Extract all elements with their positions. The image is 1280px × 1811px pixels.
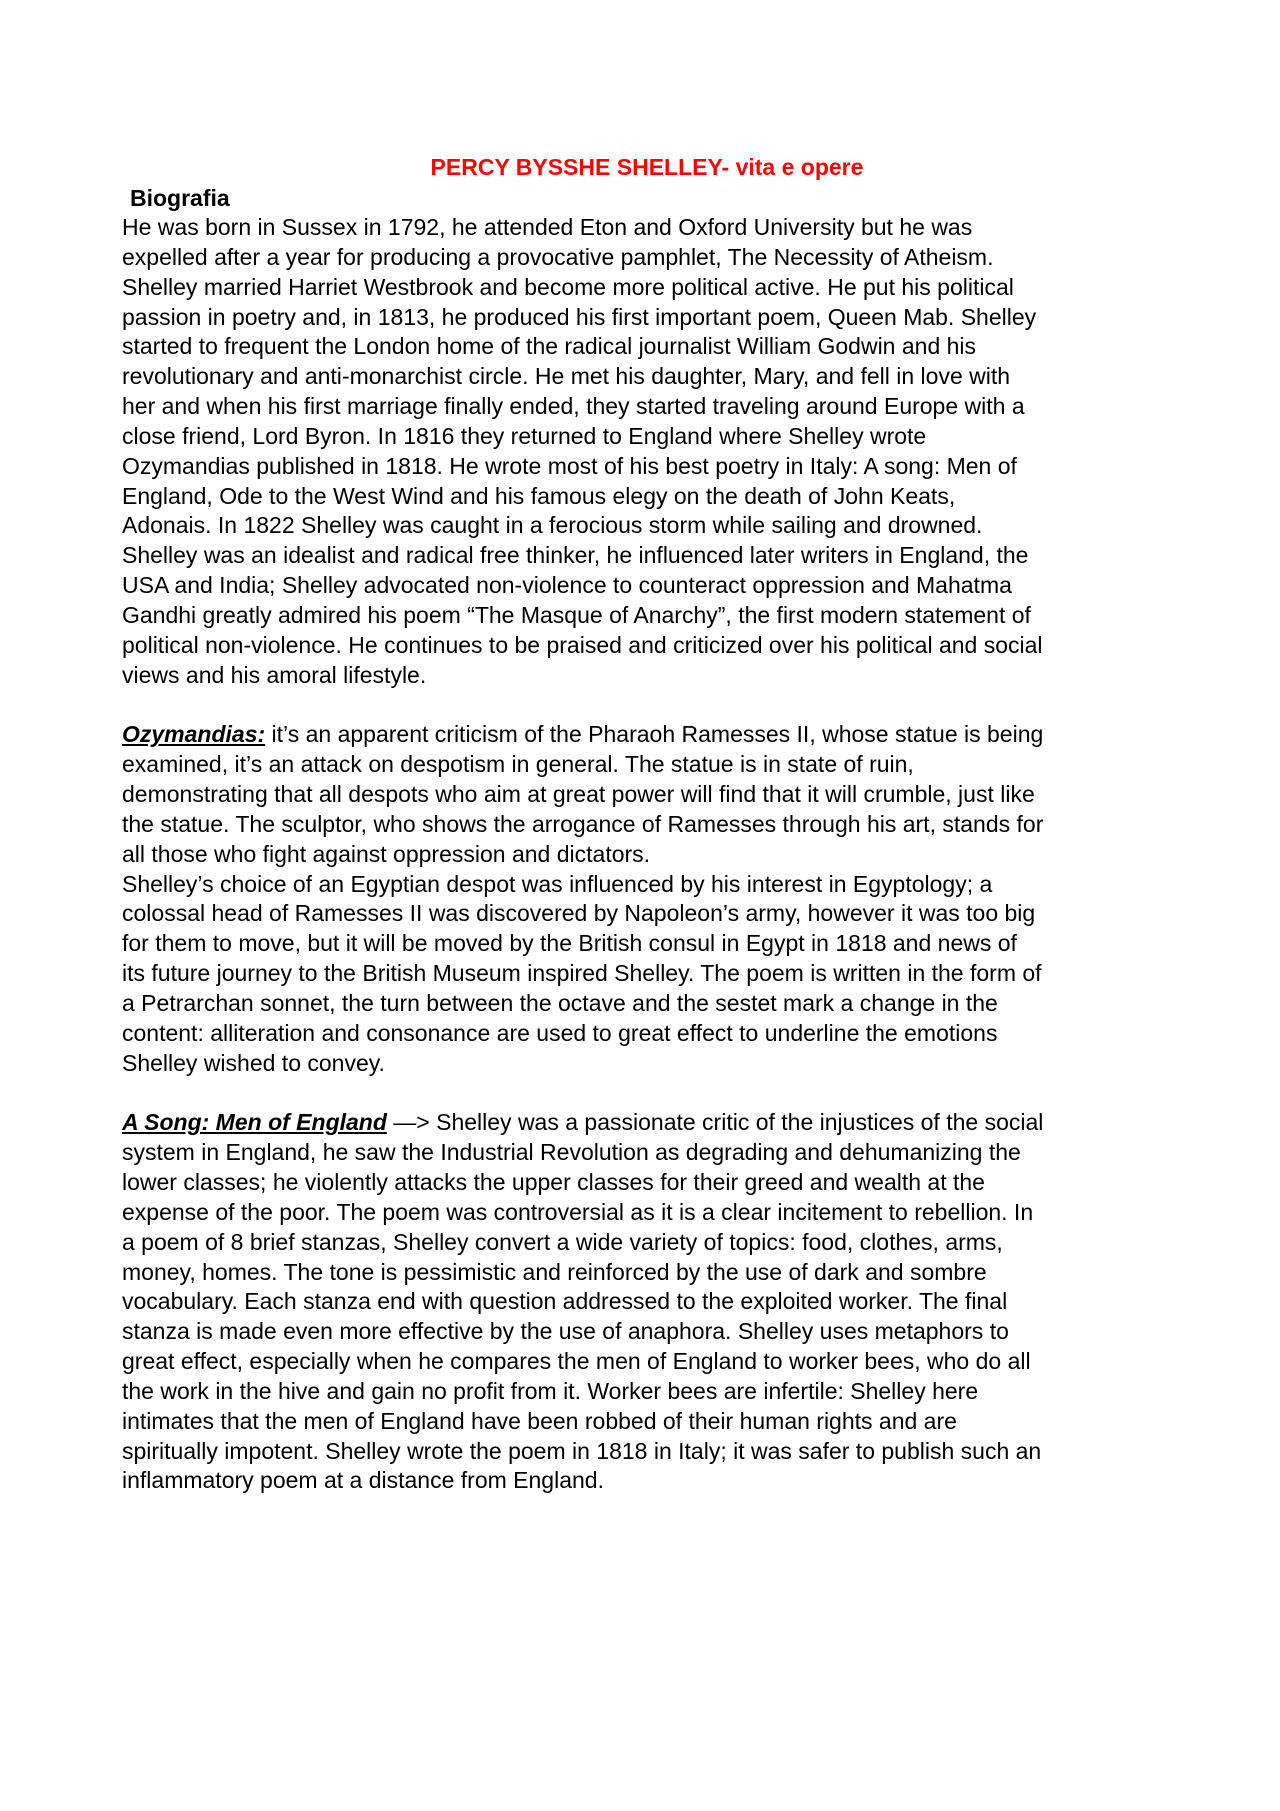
paragraph-spacer <box>122 1078 1172 1108</box>
ozymandias-paragraph <box>122 720 1172 1078</box>
biography-heading: Biografia <box>130 185 230 211</box>
song-body: —> Shelley was a passionate critic of the injustices of the social system in England, he saw the Industrial Revolution as degrading and dehumanizing the lower classes; he violently attacks the upper classes for their greed and wealth at the expense of the poor. The poem was controversial as it is a clear incitement to rebellion. In a poem of 8 brief stanzas, Shelley convert a wide variety of topics: food, clothes, arms, money, homes. The tone is pessimistic and reinforced by the use of dark and sombre vocabulary. Each stanza end with question addressed to the exploited worker. The final stanza is made even more effective by the use of anaphora. Shelley uses metaphors to great effect, especially when he compares the men of England to worker bees, who do all the work in the hive and gain no profit from it. Worker bees are infertile: Shelley here intimates that the men of England have been robbed of their human rights and are spiritually impotent. Shelley wrote the poem in 1818 in Italy; it was safer to publish such an inflammatory poem at a distance from England. <box>122 1109 1044 1494</box>
song-paragraph <box>122 1108 1172 1496</box>
document-page <box>122 152 1172 1496</box>
ozymandias-heading: Ozymandias: <box>122 721 266 748</box>
paragraph-spacer <box>122 691 1172 721</box>
biography-paragraph: He was born in Sussex in 1792, he attended Eton and Oxford University but he was expelled after a year for producing a provocative pamphlet, The Necessity of Atheism. Shelley married Harriet Westbrook and become more political active. He put his political passion in poetry and, in 1813, he produced his first important poem, Queen Mab. Shelley started to frequent the London home of the radical journalist William Godwin and his revolutionary and anti-monarchist circle. He met his daughter, Mary, and fell in love with her and when his first marriage finally ended, they started traveling around Europe with a close friend, Lord Byron. In 1816 they returned to England where Shelley wrote Ozymandias published in 1818. He wrote most of his best poetry in Italy: A song: Men of England, Ode to the West Wind and his famous elegy on the death of John Keats, Adonais. In 1822 Shelley was caught in a ferocious storm while sailing and drowned. Shelley was an idealist and radical free thinker, he influenced later writers in England, the USA and India; Shelley advocated non-violence to counteract oppression and Mahatma Gandhi greatly admired his poem “The Masque of Anarchy”, the first modern statement of political non-violence. He continues to be praised and criticized over his political and social views and his amoral lifestyle. <box>122 214 1043 688</box>
song-heading: A Song: Men of England <box>122 1109 387 1136</box>
ozymandias-body: it’s an apparent criticism of the Pharaoh Ramesses II, whose statue is being examined, it’s an attack on despotism in general. The statue is in state of ruin, demonstrating that all despots who aim at great power will find that it will crumble, just like the statue. The sculptor, who shows the arrogance of Ramesses through his art, stands for all those who fight against oppression and dictators. Shelley’s choice of an Egyptian despot was influenced by his interest in Egyptology; a colossal head of Ramesses II was discovered by Napoleon’s army, however it was too big for them to move, but it will be moved by the British consul in Egypt in 1818 and news of its future journey to the British Museum inspired Shelley. The poem is written in the form of a Petrarchan sonnet, the turn between the octave and the sestet mark a change in the content: alliteration and consonance are used to great effect to underline the emotions Shelley wished to convey. <box>122 721 1044 1076</box>
document-title: PERCY BYSSHE SHELLEY- vita e opere <box>430 154 864 180</box>
